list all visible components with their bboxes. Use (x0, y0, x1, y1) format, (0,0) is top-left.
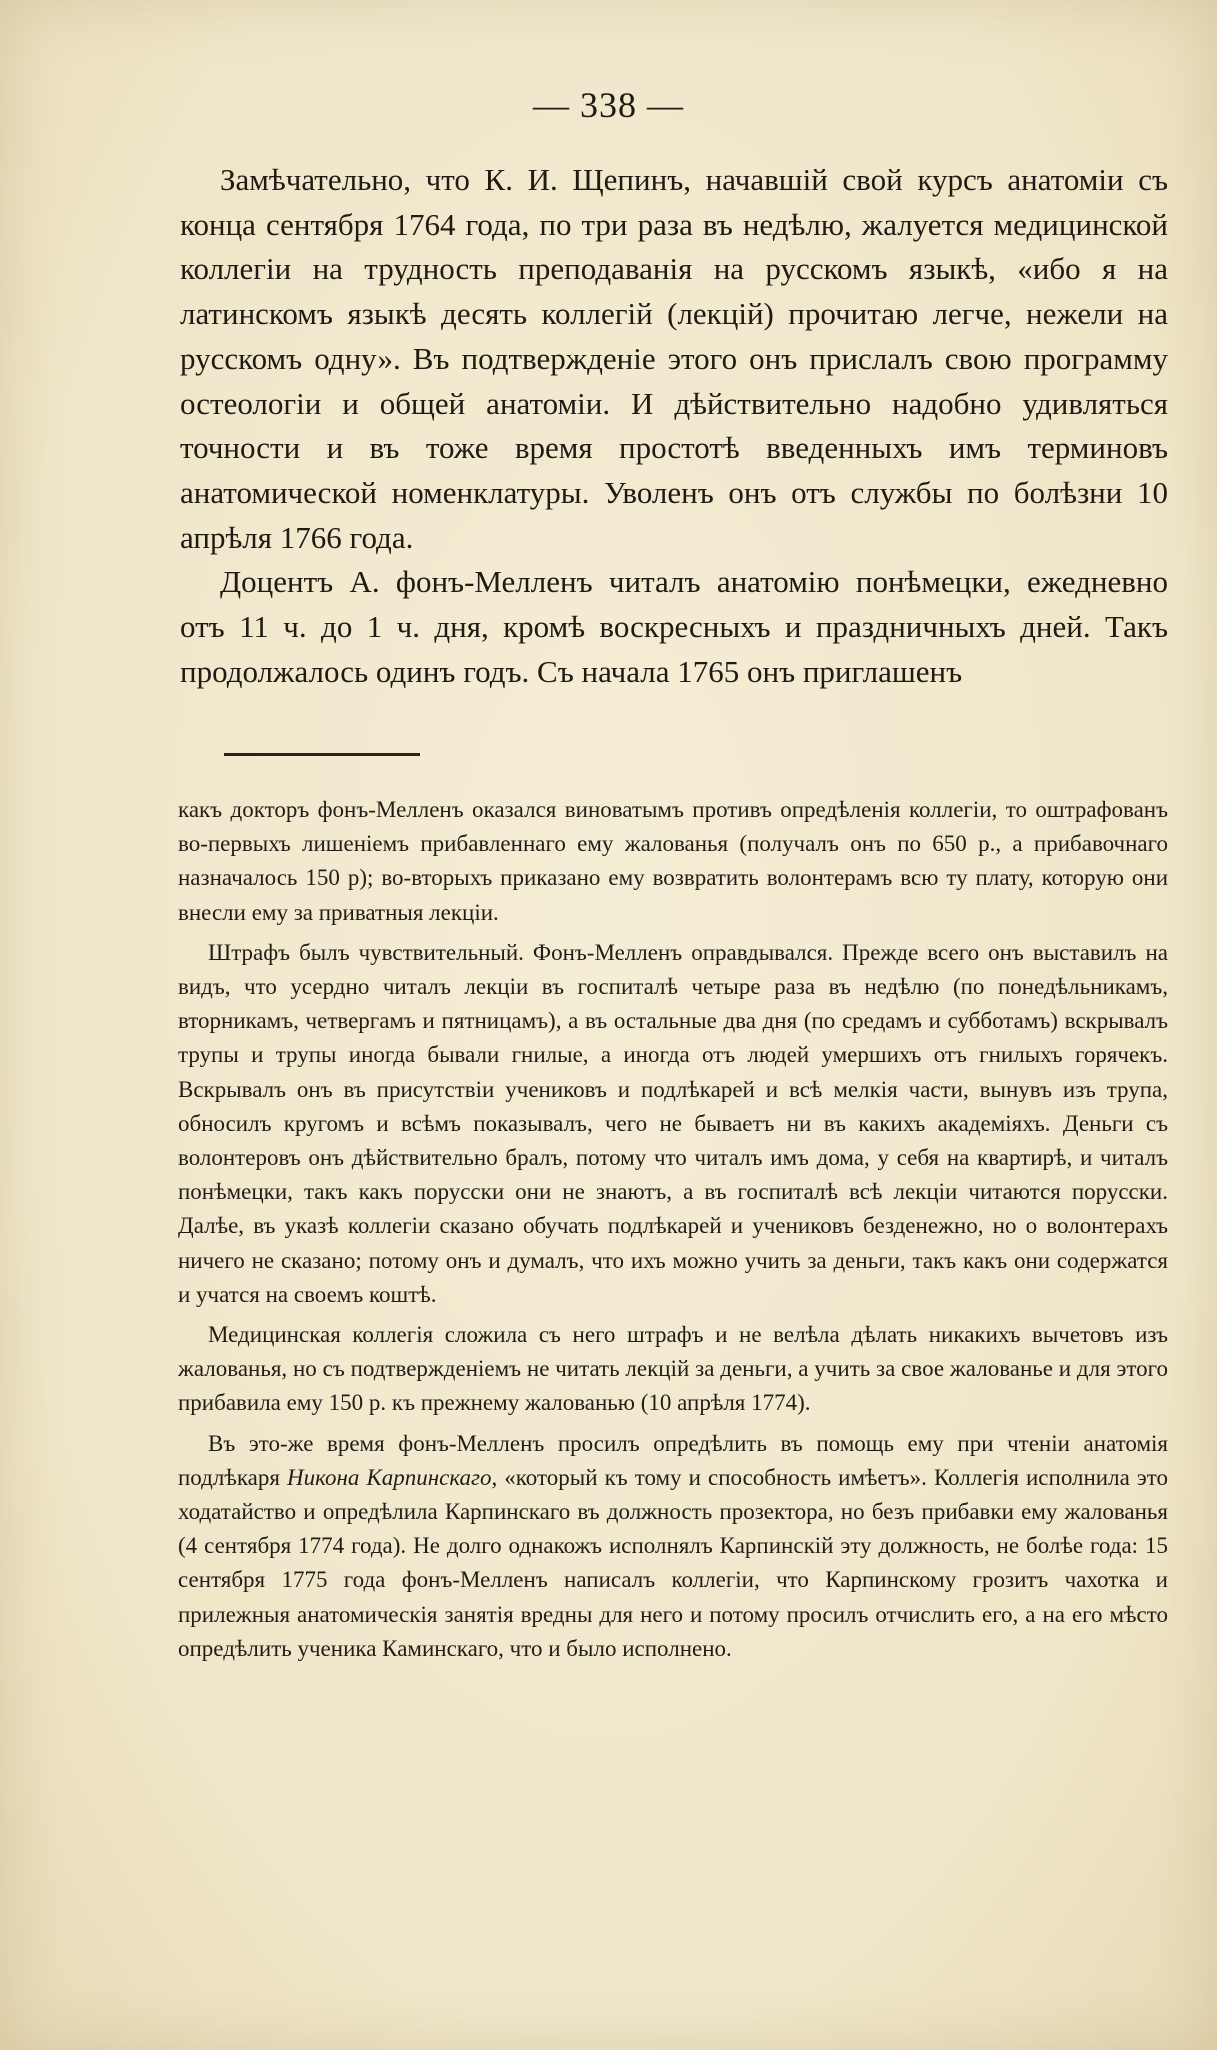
page-number: — 338 — (533, 85, 684, 125)
person-name-italic: Никона Карпинскаго (286, 1464, 492, 1490)
footnote-paragraph: какъ докторъ фонъ-Мелленъ оказался виноватымъ противъ опредѣленія коллегіи, то оштрафованъ во-первыхъ лишеніемъ прибавленнаго ему жалованья (получалъ онъ по 650 р., а прибавочнаго назначалось 150 р); во-вторыхъ приказано ему возвратить волонтерамъ всю ту плату, которую они внесли ему за приватныя лекціи. (178, 797, 1168, 925)
main-paragraph: Замѣчательно, что К. И. Щепинъ, начавшій свой курсъ анатоміи съ конца сентября 1764 года, по три раза въ недѣлю, жалуется медицинской коллегіи на трудность преподаванія на русскомъ языкѣ, «ибо я на латинскомъ языкѣ десять коллегій (лекцій) прочитаю легче, нежели на русскомъ одну». Въ подтвержденіе этого онъ прислалъ свою программу остеологіи и общей анатоміи. И дѣйствительно надобно удивляться точности и въ тоже время простотѣ введенныхъ имъ терминовъ анатомической номенклатуры. Уволенъ онъ отъ службы по болѣзни 10 апрѣля 1766 года. (180, 162, 1168, 555)
footnote-paragraph (178, 1427, 1168, 1666)
footnote-block (178, 793, 1168, 1672)
footnote-paragraph: Медицинская коллегія сложила съ него штрафъ и не велѣла дѣлать никакихъ вычетовъ изъ жалованья, но съ подтвержденіемъ не читать лекцій за деньги, а учить за свое жалованье и для этого прибавила ему 150 р. къ прежнему жалованью (10 апрѣля 1774). (178, 1322, 1168, 1416)
footnote-text: , «который къ тому и способность имѣетъ». Коллегія исполнила это ходатайство и опредѣлила Карпинскаго въ должность прозектора, но безъ прибавки ему жалованья (4 сентября 1774 года). Не долго однакожъ исполнялъ Карпинскій эту должность, не болѣе года: 15 сентября 1775 года фонъ-Мелленъ написалъ коллегіи, что Карпинскому грозитъ чахотка и прилежныя анатомическія занятія вредны для него и потому просилъ отчислить его, а на его мѣсто опредѣлить ученика Каминскаго, что и было исполнено. (178, 1464, 1168, 1661)
main-text-body (180, 158, 1168, 694)
main-paragraph: Доцентъ А. фонъ-Мелленъ читалъ анатомію понѣмецки, ежедневно отъ 11 ч. до 1 ч. дня, кромѣ воскресныхъ и праздничныхъ дней. Такъ продолжалось одинъ годъ. Съ начала 1765 онъ приглашенъ (180, 564, 1168, 689)
footnote-paragraph: Штрафъ былъ чувствительный. Фонъ-Мелленъ оправдывался. Прежде всего онъ выставилъ на видъ, что усердно читалъ лекціи въ госпиталѣ четыре раза въ недѣлю (по понедѣльникамъ, вторникамъ, четвергамъ и пятницамъ), а въ остальные два дня (по средамъ и субботамъ) вскрывалъ трупы и трупы иногда бывали гнилые, а иногда отъ людей умершихъ отъ гнилыхъ горячекъ. Вскрывалъ онъ въ присутствіи учениковъ и подлѣкарей и всѣ мелкія части, вынувъ изъ трупа, обносилъ кругомъ и всѣмъ показывалъ, чего не бываетъ ни въ какихъ академіяхъ. Деньги съ волонтеровъ онъ дѣйствительно бралъ, потому что читалъ имъ дома, у себя на квартирѣ, и читалъ понѣмецки, такъ какъ порусски они не знаютъ, а въ госпиталѣ всѣ лекціи читаются порусски. Далѣе, въ указѣ коллегіи сказано обучать подлѣкарей и учениковъ безденежно, но о волонтерахъ ничего не сказано; потому онъ и думалъ, что ихъ можно учить за деньги, такъ какъ они содержатся и учатся на своемъ коштѣ. (178, 939, 1168, 1307)
footnote-separator-rule (224, 753, 420, 756)
footnote-text: Въ это-же время фонъ-Мелленъ просилъ опредѣлить въ помощь ему при чтеніи анатомія подлѣкаря (178, 1430, 1168, 1490)
